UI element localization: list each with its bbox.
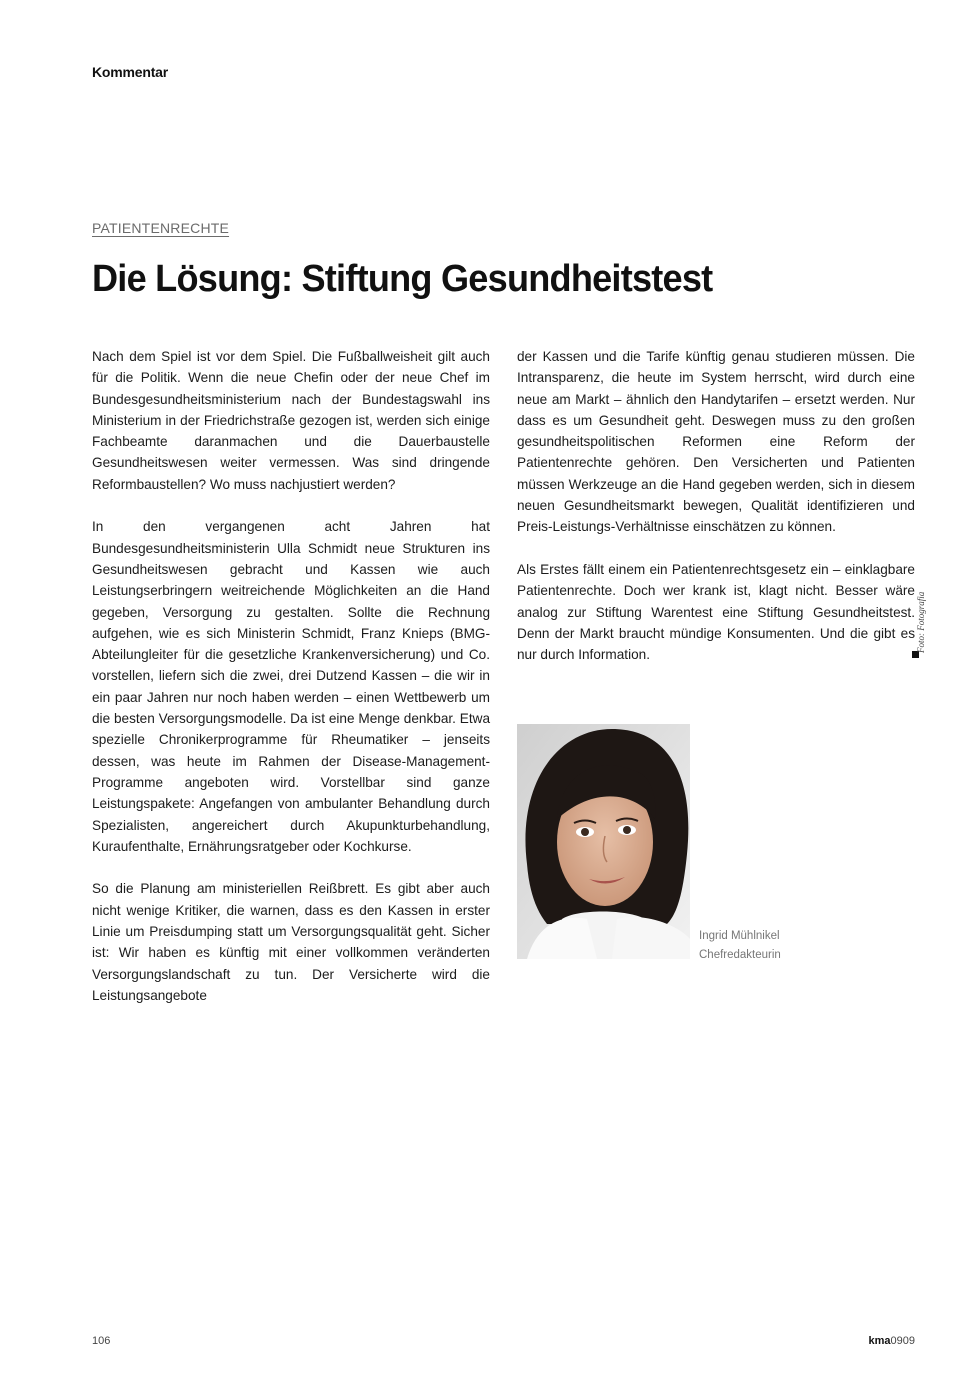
article-headline: Die Lösung: Stiftung Gesundheitstest bbox=[92, 258, 713, 300]
article-paragraph: In den vergangenen acht Jahren hat Bundesgesundheitsministerin Ulla Schmidt neue Strukturen ins Gesundheitswesen gebracht und Kassen wie auch Leistungserbringern weitreichende Möglichkeiten an die Hand gegeben, Versorgung zu gestalten. Sollte die Rechnung aufgehen, wie es sich Ministerin Schmidt, Franz Knieps (BMG-Abteilungleiter für die gesetzliche Krankenversicherung) und Co. vorstellen, liefern sich die zwei, drei Dutzend Kassen – die wir in ein paar Jahren nur noch haben werden – einen Wettbewerb um die besten Versorgungsmodelle. Da ist eine Menge denkbar. Etwa spezielle Chronikerprogramme für Rheumatiker – jenseits dessen, was heute im Rahmen der Disease-Management-Programme angeboten wird. Vorstellbar sind ganze Leistungspakete: Angefangen von ambulanter Behandlung durch Spezialisten, angereichert durch Akupunkturbehandlung, Kuraufenthalte, Ernährungsratgeber oder Kochkurse. bbox=[92, 519, 490, 854]
article-paragraph-last bbox=[517, 559, 915, 665]
photo-caption bbox=[699, 927, 781, 965]
brand-logo: kma bbox=[868, 1335, 891, 1347]
author-role: Chefredakteurin bbox=[699, 949, 781, 961]
article-kicker: PATIENTENRECHTE bbox=[92, 220, 230, 236]
article-paragraph: So die Planung am ministeriellen Reißbrett. Es gibt aber auch nicht wenige Kritiker, die warnen, dass es den Kassen in erster Linie um Preisdumping statt um Versorgungsqualität geht. Sicher ist: Wir haben es künftig mit einer vollkommen veränderten Versorgungslandschaft zu tun. Der Versicherte wird die Leistungsangebote bbox=[92, 881, 490, 1003]
author-name: Ingrid Mühlnikel bbox=[699, 930, 780, 942]
article-paragraph: Nach dem Spiel ist vor dem Spiel. Die Fußballweisheit gilt auch für die Politik. Wenn die neue Chefin oder der neue Chef im Bundesgesundheitsministerium nach der Bundestagswahl ins Ministerium in der Friedrichstraße gezogen ist, werden sich einige Fachbeamte daranmachen und die Dauerbaustelle Gesundheitswesen weiter vermessen. Was sind dringende Reformbaustellen? Wo muss nachjustiert werden? bbox=[92, 349, 490, 492]
article-paragraph: der Kassen und die Tarife künftig genau studieren müssen. Die Intransparenz, die heute im System herrscht, wird durch eine neue am Markt – ähnlich den Handytarifen – ersetzt werden. Nur dass es um Gesundheit geht. Deswegen muss zu den großen gesundheitspolitischen Reformen eine Reform der Patientenrechte gehören. Den Versicherten und Patienten müssen Werkzeuge an die Hand gegeben werden, sich in diesem neuen Gesundheitsmarkt bewegen, Qualität identifizieren und Preis-Leistungs-Verhältnisse einschätzen zu können. bbox=[517, 349, 915, 535]
author-portrait bbox=[517, 724, 690, 959]
page-number: 106 bbox=[92, 1335, 111, 1347]
issue-number: 0909 bbox=[890, 1335, 915, 1347]
article-column-right bbox=[517, 346, 915, 687]
article-paragraph-text: Als Erstes fällt einem ein Patientenrechtsgesetz ein – einklagbare Patientenrechte. Doch wer krank ist, klagt nicht. Besser wäre analog zur Stiftung Warentest eine Stiftung Gesundheitstest. Denn der Markt braucht mündige Konsumenten. Und die gibt es nur durch Information. bbox=[517, 561, 915, 663]
photo-credit: Foto: Fotografia bbox=[916, 592, 926, 654]
footer-issue bbox=[868, 1335, 915, 1347]
article-column-left bbox=[92, 346, 490, 1028]
section-label: Kommentar bbox=[92, 64, 168, 80]
portrait-illustration bbox=[517, 724, 690, 959]
